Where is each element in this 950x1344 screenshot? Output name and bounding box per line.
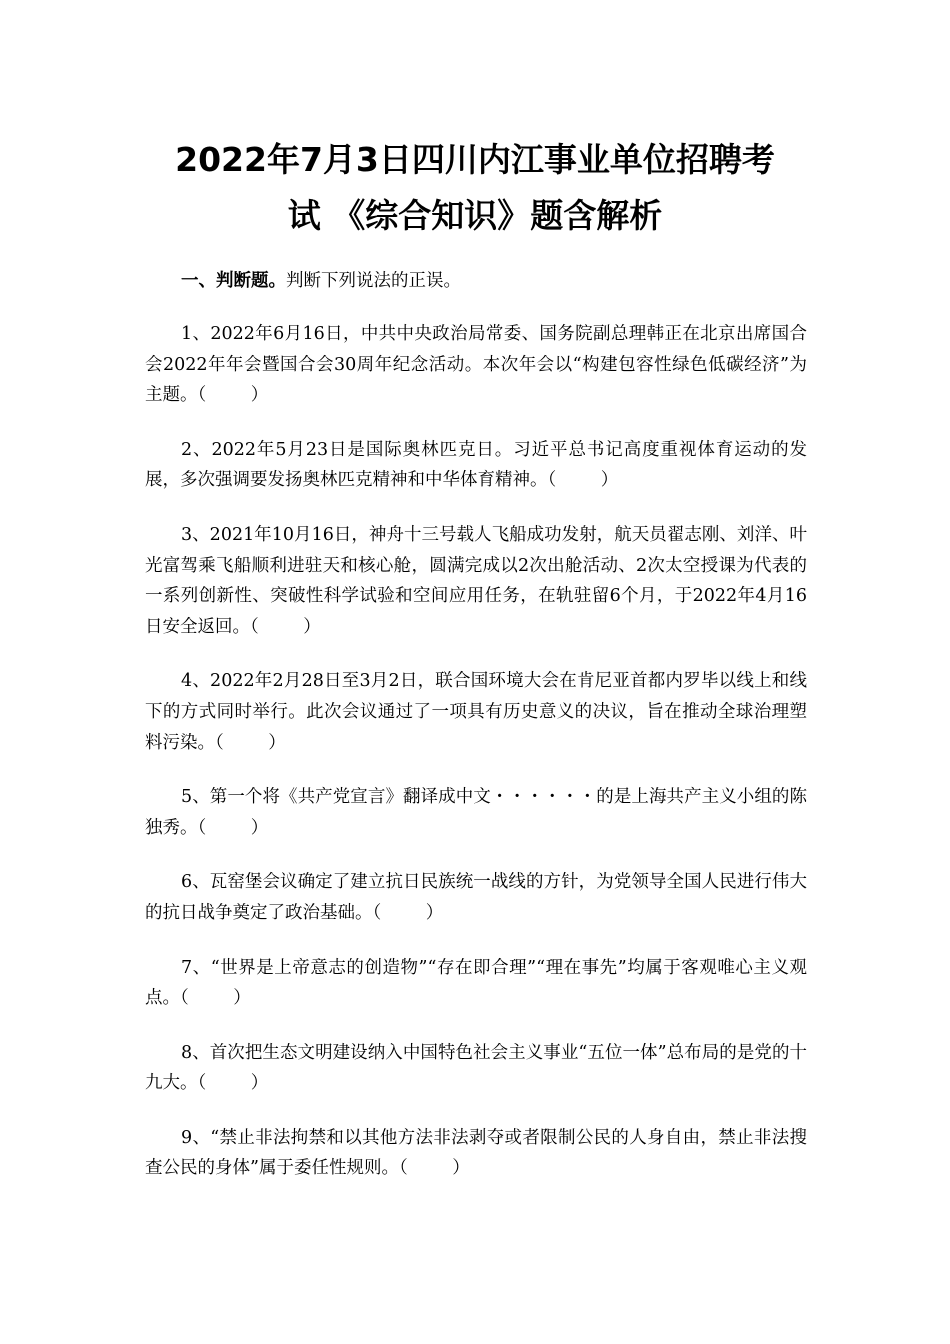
question-6: 6、瓦窑堡会议确定了建立抗日民族统一战线的方针，为党领导全国人民进行伟大的抗日战争奠定了政治基础。（ ） [145, 872, 807, 923]
question-5: 5、第一个将《共产党宣言》翻译成中文・・・・・・的是上海共产主义小组的陈独秀。（ ） [145, 787, 807, 838]
question-4: 4、2022年2月28日至3月2日，联合国环境大会在肯尼亚首都内罗毕以线上和线下的方式同时举行。此次会议通过了一项具有历史意义的决议，旨在推动全球治理塑料污染。（ ） [145, 671, 807, 753]
section-label: 一、判断题。 [181, 271, 286, 291]
document-title-line-1: 2022年7月3日四川内江事业单位招聘考 [175, 140, 775, 179]
question-9: 9、“禁止非法拘禁和以其他方法非法剥夺或者限制公民的人身自由，禁止非法搜查公民的身体”属于委任性规则。（ ） [145, 1127, 807, 1179]
question-2: 2、2022年5月23日是国际奥林匹克日。习近平总书记高度重视体育运动的发展，多次强调要发扬奥林匹克精神和中华体育精神。（ ） [145, 439, 807, 491]
document-body [145, 265, 807, 1208]
question-8: 8、首次把生态文明建设纳入中国特色社会主义事业“五位一体”总布局的是党的十九大。（ ） [145, 1042, 807, 1094]
section-instruction: 判断下列说法的正误。 [286, 271, 461, 291]
question-1: 1、2022年6月16日，中共中央政治局常委、国务院副总理韩正在北京出席国合会2022年年会暨国合会30周年纪念活动。本次年会以“构建包容性绿色低碳经济”为主题。（ ） [145, 324, 807, 406]
document-title-line-2: 试 《综合知识》题含解析 [287, 196, 663, 235]
section-heading [145, 265, 807, 297]
question-3: 3、2021年10月16日，神舟十三号载人飞船成功发射，航天员翟志刚、刘洋、叶光富驾乘飞船顺利进驻天和核心舱，圆满完成以2次出舱活动、2次太空授课为代表的一系列创新性、突破性科学试验和空间应用任务，在轨驻留6个月，于2022年4月16日安全返回。（ ） [145, 524, 807, 637]
question-7: 7、“世界是上帝意志的创造物”“存在即合理”“理在事先”均属于客观唯心主义观点。（ ） [145, 957, 807, 1009]
